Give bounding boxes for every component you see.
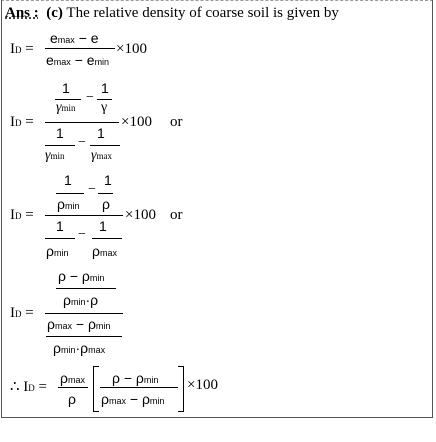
ans-label: Ans : bbox=[5, 5, 39, 21]
eq1-denominator: emax − emin bbox=[46, 52, 110, 68]
eq1-lhs: I bbox=[10, 41, 15, 57]
eq4-lhs: I bbox=[10, 305, 15, 321]
option-label: (c) bbox=[46, 5, 63, 21]
eq2-lhs: I bbox=[10, 114, 15, 130]
eq4-fraction-bar bbox=[45, 313, 123, 314]
right-bracket bbox=[178, 366, 184, 412]
left-bracket bbox=[93, 366, 99, 412]
eq3-lhs: I bbox=[10, 207, 15, 223]
eq1-fraction-bar bbox=[45, 48, 115, 49]
eq2-or: or bbox=[170, 114, 183, 130]
eq3-times-100: ×100 bbox=[125, 207, 156, 223]
therefore-symbol: ∴ bbox=[10, 379, 20, 395]
answer-statement: The relative density of coarse soil is given by bbox=[66, 5, 339, 21]
eq1-times-100: ×100 bbox=[116, 41, 147, 57]
answer-header bbox=[5, 5, 339, 22]
eq2-fraction-bar bbox=[45, 122, 119, 123]
eq1-numerator: emax − e bbox=[50, 30, 99, 46]
eq3-or: or bbox=[170, 207, 183, 223]
eq5-lhs: I bbox=[23, 379, 29, 395]
eq5-times-100: ×100 bbox=[187, 377, 218, 393]
eq3-fraction-bar bbox=[45, 215, 123, 216]
eq2-times-100: ×100 bbox=[121, 114, 152, 130]
